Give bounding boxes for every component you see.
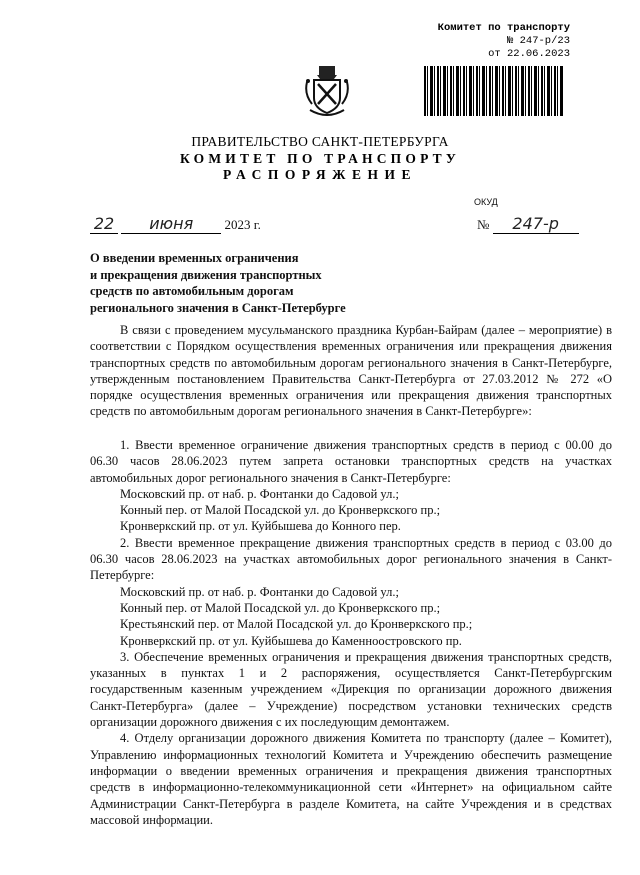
registration-stamp (420, 22, 570, 61)
road-item: Кронверкский пр. от ул. Куйбышева до Каменноостровского пр. (120, 633, 462, 648)
road-item: Конный пер. от Малой Посадской ул. до Кронверкского пр.; (120, 600, 441, 615)
date-month: июня (121, 214, 221, 234)
subject-line: средств по автомобильным дорогам (90, 284, 294, 298)
road-item: Московский пр. от наб. р. Фонтанки до Садовой ул.; (120, 584, 399, 599)
intro-paragraph (90, 322, 612, 420)
committee-title: КОМИТЕТ ПО ТРАНСПОРТУ (179, 151, 460, 166)
government-title: ПРАВИТЕЛЬСТВО САНКТ-ПЕТЕРБУРГА (191, 134, 449, 149)
okud-label: ОКУД (474, 197, 498, 207)
number-value: 247-р (493, 214, 579, 234)
order-points (90, 437, 612, 828)
date-day: 22 (90, 214, 118, 234)
road-item: Конный пер. от Малой Посадской ул. до Кронверкского пр.; (120, 503, 441, 518)
road-item: Кронверкский пр. от ул. Куйбышева до Конного пер. (120, 519, 401, 534)
number-prefix: № (477, 217, 490, 232)
point-2: 2. Ввести временное прекращение движения транспортных средств в период с 03.00 до 06.30 часов 28.06.2023 на участках автомобильных дорог регионального значения в Санкт-Петербурге: (90, 535, 612, 583)
stamp-date: от 22.06.2023 (488, 48, 570, 60)
road-item: Крестьянский пер. от Малой Посадской ул. до Кронверкского пр.; (120, 617, 473, 632)
stamp-number: № 247-р/23 (506, 35, 570, 47)
stamp-org: Комитет по транспорту (437, 22, 570, 34)
barcode (424, 66, 564, 116)
order-date (90, 214, 261, 234)
subject-line: О введении временных ограничения (90, 251, 299, 265)
point-4: 4. Отделу организации дорожного движения Комитета по транспорту (далее – Комитет), Управлению информационных технологий Комитета и Учреждению обеспечить размещение информации о введении временных ограничения и прекращения движения транспортных средств в информационно-телекоммуникационной сети «Интернет» на официальном сайте Администрации Санкт-Петербурга в разделе Комитета, на сайте Учреждения и в средствах массовой информации. (90, 731, 612, 827)
road-item: Московский пр. от наб. р. Фонтанки до Садовой ул.; (120, 486, 399, 501)
date-year: 2023 г. (224, 217, 261, 232)
subject-line: и прекращения движения транспортных (90, 267, 322, 282)
intro-text: В связи с проведением мусульманского праздника Курбан-Байрам (далее – мероприятие) в соответствии с Порядком осуществления временных ограничения или прекращения движения транспортных средств по автомобильным дорогам регионального значения в Санкт-Петербурге, утвержденным постановлением Правительства Санкт-Петербурга от 27.03.2012 № 272 «О порядке осуществления временных ограничения или прекращения движения транспортных средств по автомобильным дорогам регионального значения в Санкт-Петербурге»: (90, 323, 612, 419)
order-number (477, 214, 579, 234)
document-type: РАСПОРЯЖЕНИЕ (222, 167, 418, 182)
coat-of-arms-icon (304, 64, 350, 122)
point-3: 3. Обеспечение временных ограничения и прекращения движения транспортных средств, указанных в пунктах 1 и 2 распоряжения, осуществляется Санкт-Петербургским государственным казенным учреждением «Дирекция по организации дорожного движения Санкт-Петербурга» (далее – Учреждение) посредством установки технических средств организации дорожного движения с их последующим демонтажем. (90, 649, 612, 730)
point-1: 1. Ввести временное ограничение движения транспортных средств в период с 00.00 до 06.30 часов 28.06.2023 путем запрета остановки транспортных средств на участках автомобильных дорог регионального значения в Санкт-Петербурге: (90, 438, 612, 485)
subject-line: регионального значения в Санкт-Петербурге (90, 300, 346, 315)
document-subject (90, 250, 390, 316)
